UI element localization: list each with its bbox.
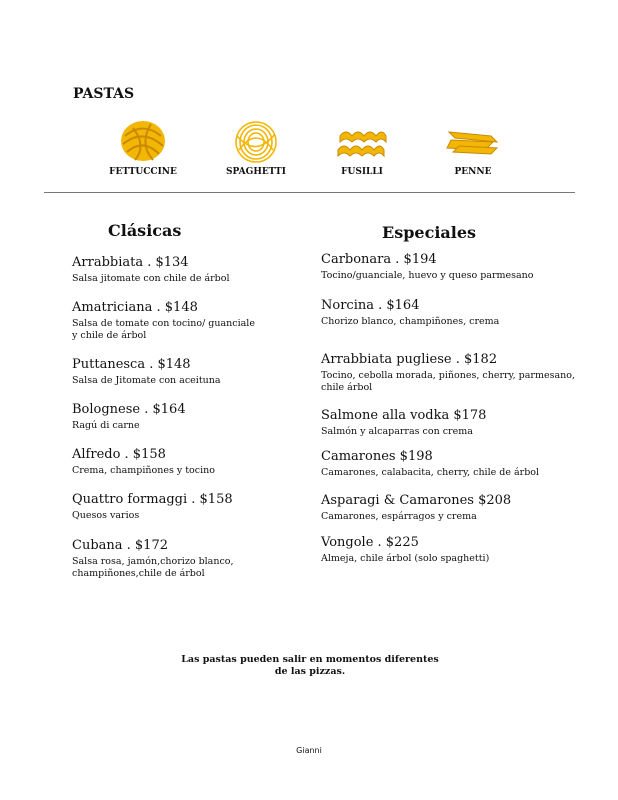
menu-item — [321, 493, 591, 523]
item-description: Ragú di carne — [72, 420, 140, 431]
clasicas-heading: Clásicas — [108, 221, 182, 240]
item-description: Salsa jitomate con chile de árbol — [72, 273, 230, 284]
footer-note: Las pastas pueden salir en momentos diferentes de las pizzas. — [181, 654, 439, 677]
menu-item — [321, 252, 591, 282]
item-name: Quattro formaggi . $158 — [72, 492, 233, 507]
item-name: Arrabbiata pugliese . $182 — [321, 352, 498, 367]
item-description: Salmón y alcaparras con crema — [321, 426, 473, 437]
menu-item — [72, 402, 332, 432]
penne-label: PENNE — [454, 167, 492, 177]
item-name: Camarones $198 — [321, 449, 433, 464]
fettuccine-label: FETTUCCINE — [109, 167, 177, 177]
item-name: Puttanesca . $148 — [72, 357, 191, 372]
item-description: Tocino, cebolla morada, piñones, cherry, parmesano, chile árbol — [321, 370, 575, 393]
item-name: Vongole . $225 — [321, 535, 419, 550]
especiales-heading: Especiales — [382, 223, 477, 242]
menu-item — [321, 408, 591, 438]
item-name: Salmone alla vodka $178 — [321, 408, 487, 423]
section-title: PASTAS — [73, 86, 135, 102]
menu-item — [72, 492, 332, 522]
item-description: Camarones, espárragos y crema — [321, 511, 477, 522]
item-description: Almeja, chile árbol (solo spaghetti) — [321, 553, 490, 564]
item-name: Bolognese . $164 — [72, 402, 186, 417]
item-description: Salsa de tomate con tocino/ guanciale y chile de árbol — [72, 318, 255, 341]
divider — [44, 192, 575, 193]
item-description: Tocino/guanciale, huevo y queso parmesano — [321, 270, 534, 281]
item-name: Carbonara . $194 — [321, 252, 437, 267]
item-name: Norcina . $164 — [321, 298, 420, 313]
menu-item — [321, 298, 591, 328]
menu-item — [72, 300, 332, 342]
menu-item — [321, 535, 591, 565]
item-description: Salsa de Jitomate con aceituna — [72, 375, 221, 386]
item-name: Alfredo . $158 — [72, 447, 166, 462]
item-name: Amatriciana . $148 — [72, 300, 198, 315]
menu-item — [72, 357, 332, 387]
menu-item — [321, 352, 591, 394]
menu-item — [72, 538, 332, 580]
item-name: Arrabbiata . $134 — [72, 255, 189, 270]
menu-item — [72, 255, 332, 285]
item-name: Asparagi & Camarones $208 — [321, 493, 512, 508]
penne-icon — [433, 128, 513, 156]
item-description: Crema, champiñones y tocino — [72, 465, 215, 476]
menu-item — [72, 447, 332, 477]
item-description: Camarones, calabacita, cherry, chile de árbol — [321, 467, 540, 478]
item-description: Quesos varios — [72, 510, 140, 521]
fusilli-label: FUSILLI — [341, 167, 383, 177]
spaghetti-label: SPAGHETTI — [226, 167, 286, 177]
fettuccine-icon — [103, 116, 183, 166]
item-description: Chorizo blanco, champiñones, crema — [321, 316, 500, 327]
spaghetti-icon — [216, 118, 296, 166]
item-description: Salsa rosa, jamón,chorizo blanco, champiñones,chile de árbol — [72, 556, 234, 579]
item-name: Cubana . $172 — [72, 538, 168, 553]
menu-item — [321, 449, 591, 479]
fusilli-icon — [322, 126, 402, 162]
signature: Gianni — [296, 746, 322, 755]
